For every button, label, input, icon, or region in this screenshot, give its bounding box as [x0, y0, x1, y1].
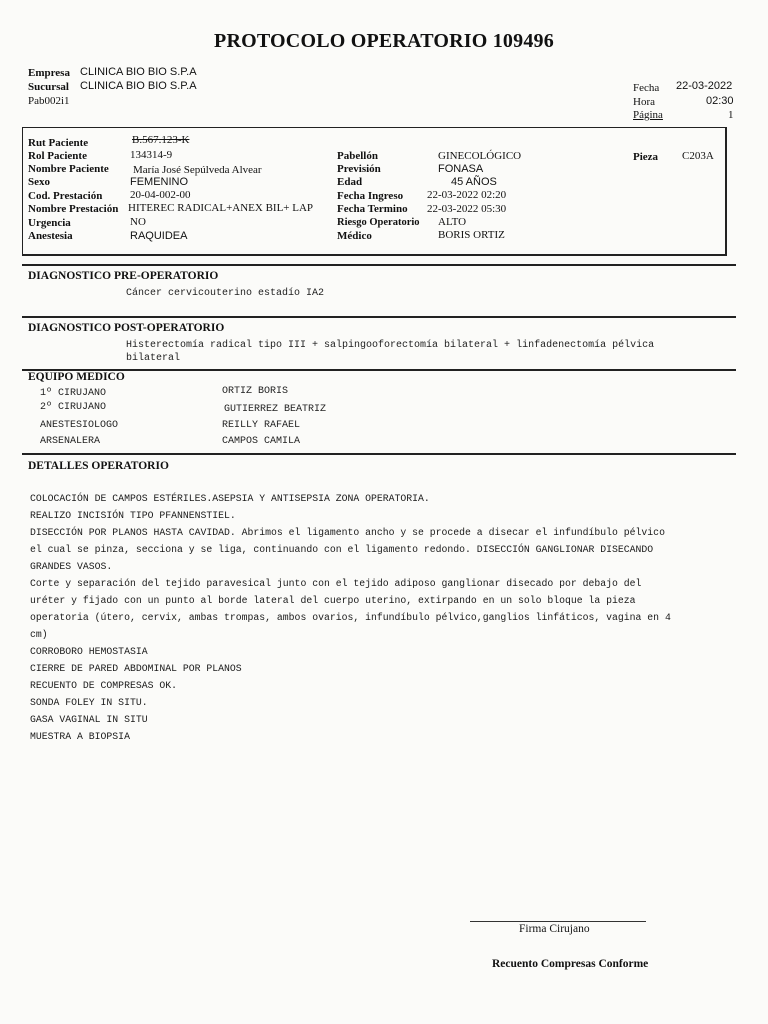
nombre-value: María José Sepúlveda Alvear: [133, 164, 262, 176]
edad-label: Edad: [337, 176, 363, 188]
riesgo-label: Riesgo Operatorio: [337, 217, 420, 228]
edad-value: 45 AÑOS: [451, 176, 497, 188]
diagnostico-post-line1: Histerectomía radical tipo III + salpingooforectomía bilateral + linfadenectomía pélvica: [126, 340, 655, 351]
urgencia-label: Urgencia: [28, 217, 71, 229]
rol-value: 134314-9: [130, 149, 173, 161]
sucursal-label: Sucursal: [28, 81, 69, 93]
riesgo-value: ALTO: [438, 216, 467, 228]
rut-label: Rut Paciente: [28, 137, 89, 149]
empresa-label: Empresa: [28, 67, 70, 79]
sexo-value: FEMENINO: [130, 176, 189, 188]
anestesia-value: RAQUIDEA: [130, 230, 188, 242]
equipo-role: 2º CIRUJANO: [40, 402, 107, 413]
signature-line: [470, 921, 646, 922]
pieza-value: C203A: [682, 150, 714, 162]
equipo-role: 1º CIRUJANO: [40, 388, 107, 399]
hora-value: 02:30: [706, 95, 734, 107]
detalle-line: COLOCACIÓN DE CAMPOS ESTÉRILES.ASEPSIA Y ANTISEPSIA ZONA OPERATORIA.: [30, 493, 430, 504]
urgencia-value: NO: [130, 216, 146, 228]
firma-cirujano-label: Firma Cirujano: [519, 923, 590, 935]
document-code: Pab002i1: [28, 95, 70, 107]
diagnostico-pre-heading: DIAGNOSTICO PRE-OPERATORIO: [28, 270, 219, 282]
detalle-line: el cual se pinza, secciona y se liga, continuando con el ligamento redondo. DISECCIÓN GANGLIONAR DISECANDO: [30, 544, 654, 555]
detalle-line: DISECCIÓN POR PLANOS HASTA CAVIDAD. Abrimos el ligamento ancho y se procede a disecar el infundíbulo pélvico: [30, 527, 665, 538]
anestesia-label: Anestesia: [28, 230, 73, 242]
prevision-value: FONASA: [438, 163, 484, 175]
detalle-line: GASA VAGINAL IN SITU: [30, 714, 148, 725]
diagnostico-pre-text: Cáncer cervicouterino estadío IA2: [126, 288, 325, 299]
prevision-label: Previsión: [337, 163, 381, 175]
equipo-name: ORTIZ BORIS: [222, 386, 289, 397]
fecha-termino-label: Fecha Termino: [337, 203, 408, 215]
fecha-ingreso-label: Fecha Ingreso: [337, 190, 404, 202]
recuento-compresas-label: Recuento Compresas Conforme: [492, 958, 649, 970]
detalles-operatorio-heading: DETALLES OPERATORIO: [28, 460, 169, 472]
nombre-prestacion-value: HITEREC RADICAL+ANEX BIL+ LAP: [128, 202, 314, 214]
equipo-role: ARSENALERA: [40, 436, 101, 447]
detalle-line: SONDA FOLEY IN SITU.: [30, 697, 148, 708]
detalle-line: MUESTRA A BIOPSIA: [30, 731, 130, 742]
pabellon-value: GINECOLÓGICO: [438, 150, 522, 162]
equipo-role: ANESTESIOLOGO: [40, 420, 119, 431]
sexo-label: Sexo: [28, 176, 50, 188]
equipo-name: REILLY RAFAEL: [222, 420, 301, 431]
detalle-line: REALIZO INCISIÓN TIPO PFANNENSTIEL.: [30, 510, 236, 521]
equipo-name: CAMPOS CAMILA: [222, 436, 301, 447]
sucursal-value: CLINICA BIO BIO S.P.A: [80, 80, 197, 92]
section-divider: [22, 316, 736, 318]
detalle-line: RECUENTO DE COMPRESAS OK.: [30, 680, 177, 691]
fecha-value: 22-03-2022: [676, 80, 733, 92]
rut-value: B.567.123-K: [132, 134, 190, 146]
document-title: PROTOCOLO OPERATORIO 109496: [214, 30, 554, 52]
fecha-label: Fecha: [633, 82, 660, 94]
cod-prestacion-value: 20-04-002-00: [130, 189, 191, 201]
fecha-termino-value: 22-03-2022 05:30: [427, 203, 507, 215]
fecha-ingreso-value: 22-03-2022 02:20: [427, 189, 507, 201]
detalle-line: uréter y fijado con un punto al borde lateral del cuerpo uterino, extirpando en un solo bloque la pieza: [30, 595, 636, 606]
detalle-line: operatoria (útero, cervix, ambas trompas, ambos ovarios, infundíbulo pélvico,ganglios linfáticos, vagina en 4: [30, 612, 671, 623]
pieza-label: Pieza: [633, 151, 659, 163]
detalle-line: cm): [30, 629, 48, 640]
detalle-line: CORROBORO HEMOSTASIA: [30, 646, 148, 657]
medico-label: Médico: [337, 230, 372, 242]
pagina-label: Página: [633, 109, 663, 121]
equipo-medico-heading: EQUIPO MEDICO: [28, 371, 125, 383]
section-divider: [22, 264, 736, 266]
equipo-name: GUTIERREZ BEATRIZ: [224, 404, 327, 415]
diagnostico-post-line2: bilateral: [126, 353, 181, 364]
cod-prestacion-label: Cod. Prestación: [28, 190, 103, 202]
detalle-line: GRANDES VASOS.: [30, 561, 113, 572]
nombre-prestacion-label: Nombre Prestación: [28, 203, 119, 215]
pagina-value: 1: [728, 109, 734, 121]
detalle-line: CIERRE DE PARED ABDOMINAL POR PLANOS: [30, 663, 242, 674]
medico-value: BORIS ORTIZ: [438, 229, 505, 241]
nombre-label: Nombre Paciente: [28, 163, 109, 175]
diagnostico-post-heading: DIAGNOSTICO POST-OPERATORIO: [28, 322, 225, 334]
pabellon-label: Pabellón: [337, 150, 378, 162]
empresa-value: CLINICA BIO BIO S.P.A: [80, 66, 197, 78]
detalle-line: Corte y separación del tejido paravesical junto con el tejido adiposo ganglionar disecado por debajo del: [30, 578, 642, 589]
rol-label: Rol Paciente: [28, 150, 87, 162]
section-divider: [22, 453, 736, 455]
detalles-operatorio-body: [30, 490, 671, 745]
hora-label: Hora: [633, 96, 655, 108]
section-divider: [22, 369, 736, 371]
